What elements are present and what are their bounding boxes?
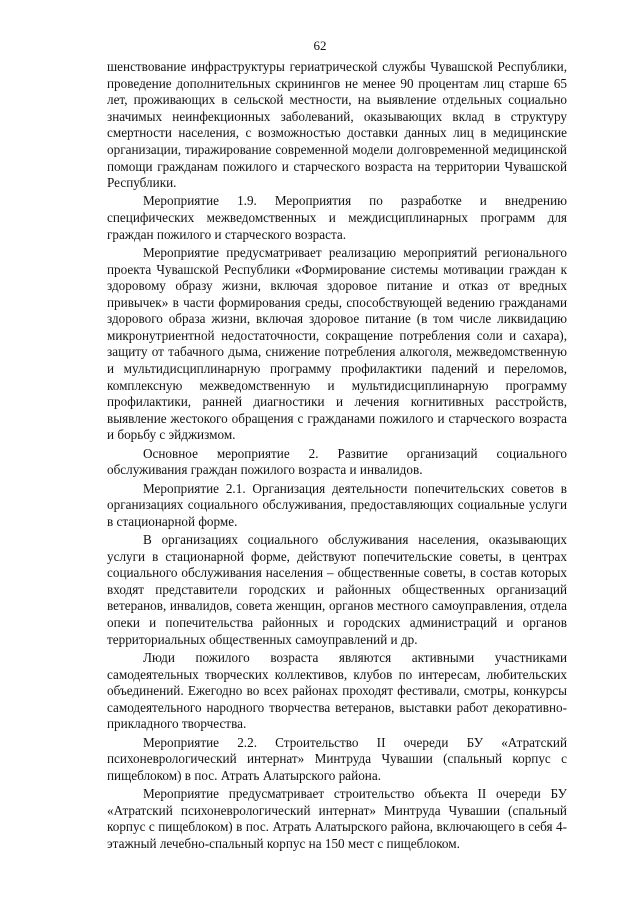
paragraph-measure-2-1: Мероприятие 2.1. Организация деятельности попечительских советов в организациях социального обслуживания, предоставляющих социальные услуги в стационарной форме. [107, 480, 567, 529]
paragraph-measure-1-9: Мероприятие 1.9. Мероприятия по разработке и внедрению специфических межведомственных и междисциплинарных программ для граждан пожилого и старческого возраста. [107, 193, 567, 242]
paragraph-main-measure-2: Основное мероприятие 2. Развитие организаций социального обслуживания граждан пожилого возраста и инвалидов. [107, 445, 567, 478]
paragraph-continuation: шенствование инфраструктуры гериатрической службы Чувашской Республики, проведение дополнительных скринингов не менее 90 процентам лиц старше 65 лет, проживающих в сельской местности, на выявление отдельных социально значимых неинфекционных заболеваний, оказывающих вклад в структуру смертности населения, с возможностью доставки данных лиц в медицинские организации, тиражирование современной модели долговременной медицинской помощи гражданам пожилого и старческого возраста на территории Чувашской Республики. [107, 59, 567, 191]
paragraph-boards-description: В организациях социального обслуживания населения, оказывающих услуги в стационарной форме, действуют попечительские советы, в центрах социального обслуживания населения – общественные советы, в состав которых входят представители городских и районных общественных организаций ветеранов, инвалидов, совета женщин, органов местного самоуправления, отдела опеки и попечительства районных и городских администраций и органов территориальных общественных самоуправлений и др. [107, 532, 567, 647]
body-text [107, 59, 567, 854]
paragraph-measure-2-2: Мероприятие 2.2. Строительство II очереди БУ «Атратский психоневрологический интернат» Минтруда Чувашии (спальный корпус с пищеблоком) в пос. Атрать Алатырского района. [107, 734, 567, 783]
paragraph-elderly-activities: Люди пожилого возраста являются активными участниками самодеятельных творческих коллективов, клубов по интересам, любительских объединений. Ежегодно во всех районах проходят фестивали, смотры, конкурсы самодеятельного народного творчества ветеранов, выставки работ декоративно-прикладного творчества. [107, 649, 567, 732]
paragraph-measure-2-2-details: Мероприятие предусматривает строительство объекта II очереди БУ «Атратский психоневрологический интернат» Минтруда Чувашии (спальный корпус с пищеблоком) в пос. Атрать Алатырского района, включающего в себя 4-этажный лечебно-спальный корпус на 150 мест с пищеблоком. [107, 786, 567, 851]
page-number: 62 [313, 38, 327, 53]
paragraph-measure-1-9-details: Мероприятие предусматривает реализацию мероприятий регионального проекта Чувашской Республики «Формирование системы мотивации граждан к здоровому образу жизни, включая здоровое питание и отказ от вредных привычек» в части формирования среды, способствующей ведению гражданами здорового образа жизни, включая здоровое питание (в том числе ликвидацию микронутриентной недостаточности, сокращение потребления соли и сахара), защиту от табачного дыма, снижение потребления алкоголя, межведомственную и мультидисциплинарную программу профилактики падений и переломов, комплексную межведомственную и мультидисциплинарную программу профилактики, ранней диагностики и лечения когнитивных расстройств, выявление жестокого обращения с гражданами пожилого и старческого возраста и борьбу с эйджизмом. [107, 244, 567, 443]
